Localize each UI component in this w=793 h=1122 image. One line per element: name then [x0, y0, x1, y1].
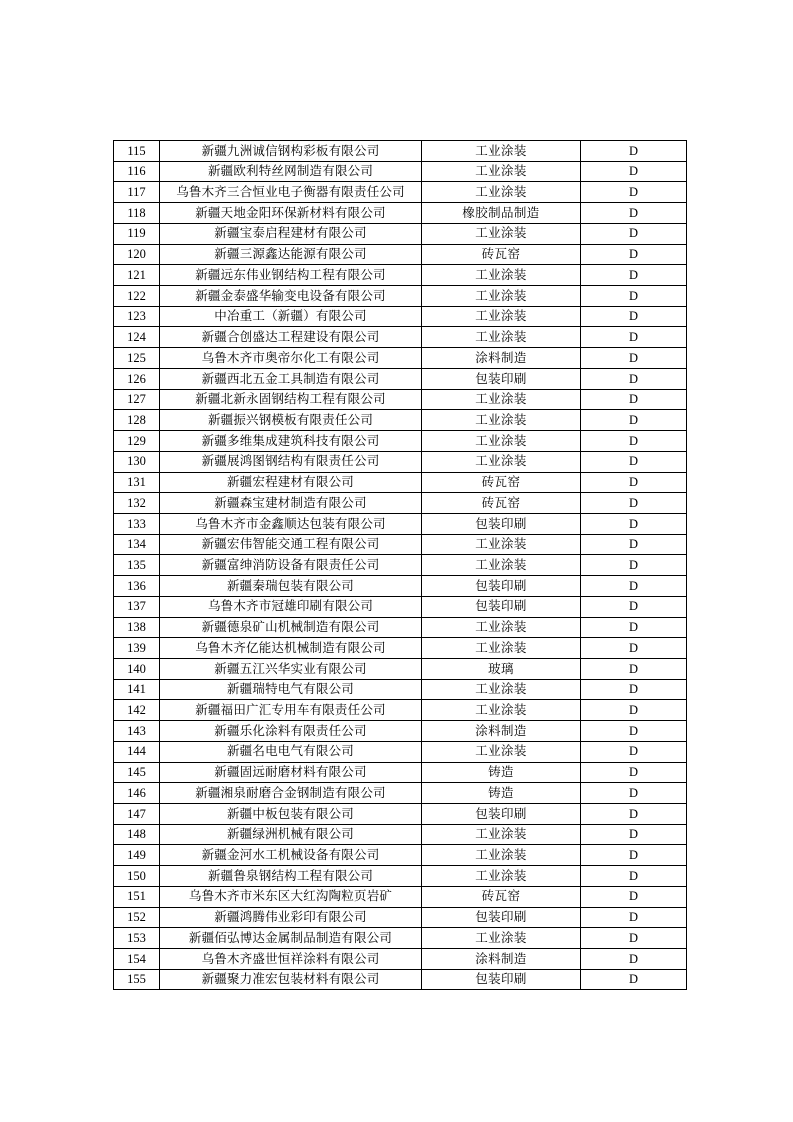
- industry-cell: 工业涂装: [422, 451, 581, 472]
- table-row: [114, 762, 687, 783]
- table-row: [114, 638, 687, 659]
- row-number-cell: 144: [114, 741, 160, 762]
- industry-cell: 工业涂装: [422, 638, 581, 659]
- table-row: [114, 969, 687, 990]
- row-number-cell: 133: [114, 513, 160, 534]
- grade-cell: D: [581, 389, 687, 410]
- row-number-cell: 120: [114, 244, 160, 265]
- grade-cell: D: [581, 203, 687, 224]
- table-row: [114, 928, 687, 949]
- company-name-cell: 新疆五江兴华实业有限公司: [160, 658, 422, 679]
- grade-cell: D: [581, 679, 687, 700]
- table-row: [114, 410, 687, 431]
- row-number-cell: 137: [114, 596, 160, 617]
- table-row: [114, 824, 687, 845]
- company-name-cell: 新疆振兴钢模板有限责任公司: [160, 410, 422, 431]
- company-name-cell: 新疆三源鑫达能源有限公司: [160, 244, 422, 265]
- table-row: [114, 368, 687, 389]
- row-number-cell: 115: [114, 141, 160, 162]
- grade-cell: D: [581, 576, 687, 597]
- grade-cell: D: [581, 368, 687, 389]
- company-name-cell: 乌鲁木齐三合恒业电子衡器有限责任公司: [160, 182, 422, 203]
- table-row: [114, 679, 687, 700]
- industry-cell: 涂料制造: [422, 721, 581, 742]
- row-number-cell: 148: [114, 824, 160, 845]
- row-number-cell: 138: [114, 617, 160, 638]
- industry-cell: 玻璃: [422, 658, 581, 679]
- row-number-cell: 121: [114, 265, 160, 286]
- industry-cell: 工业涂装: [422, 141, 581, 162]
- table-row: [114, 244, 687, 265]
- industry-cell: 包装印刷: [422, 804, 581, 825]
- row-number-cell: 155: [114, 969, 160, 990]
- row-number-cell: 145: [114, 762, 160, 783]
- grade-cell: D: [581, 886, 687, 907]
- grade-cell: D: [581, 721, 687, 742]
- industry-cell: 工业涂装: [422, 617, 581, 638]
- table-row: [114, 265, 687, 286]
- company-name-cell: 新疆金河水工机械设备有限公司: [160, 845, 422, 866]
- industry-cell: 涂料制造: [422, 949, 581, 970]
- company-name-cell: 新疆欧利特丝网制造有限公司: [160, 161, 422, 182]
- table-row: [114, 576, 687, 597]
- company-name-cell: 新疆中板包装有限公司: [160, 804, 422, 825]
- table-row: [114, 203, 687, 224]
- company-name-cell: 新疆远东伟业钢结构工程有限公司: [160, 265, 422, 286]
- row-number-cell: 132: [114, 493, 160, 514]
- table-body: [114, 141, 687, 990]
- industry-cell: 铸造: [422, 762, 581, 783]
- grade-cell: D: [581, 783, 687, 804]
- company-name-cell: 乌鲁木齐市冠雄印刷有限公司: [160, 596, 422, 617]
- table-row: [114, 472, 687, 493]
- row-number-cell: 127: [114, 389, 160, 410]
- industry-cell: 工业涂装: [422, 223, 581, 244]
- grade-cell: D: [581, 928, 687, 949]
- grade-cell: D: [581, 223, 687, 244]
- grade-cell: D: [581, 866, 687, 887]
- row-number-cell: 136: [114, 576, 160, 597]
- industry-cell: 工业涂装: [422, 431, 581, 452]
- row-number-cell: 154: [114, 949, 160, 970]
- row-number-cell: 128: [114, 410, 160, 431]
- row-number-cell: 117: [114, 182, 160, 203]
- row-number-cell: 140: [114, 658, 160, 679]
- table-row: [114, 286, 687, 307]
- row-number-cell: 116: [114, 161, 160, 182]
- row-number-cell: 131: [114, 472, 160, 493]
- table-row: [114, 451, 687, 472]
- row-number-cell: 153: [114, 928, 160, 949]
- company-name-cell: 新疆展鸿图钢结构有限责任公司: [160, 451, 422, 472]
- company-name-cell: 新疆九洲诚信钢构彩板有限公司: [160, 141, 422, 162]
- company-name-cell: 乌鲁木齐亿能达机械制造有限公司: [160, 638, 422, 659]
- grade-cell: D: [581, 949, 687, 970]
- row-number-cell: 135: [114, 555, 160, 576]
- grade-cell: D: [581, 182, 687, 203]
- grade-cell: D: [581, 762, 687, 783]
- industry-cell: 工业涂装: [422, 182, 581, 203]
- row-number-cell: 150: [114, 866, 160, 887]
- industry-cell: 工业涂装: [422, 389, 581, 410]
- row-number-cell: 139: [114, 638, 160, 659]
- company-name-cell: 新疆西北五金工具制造有限公司: [160, 368, 422, 389]
- company-name-cell: 新疆宏伟智能交通工程有限公司: [160, 534, 422, 555]
- company-grade-table: [113, 140, 687, 990]
- company-name-cell: 新疆湘泉耐磨合金钢制造有限公司: [160, 783, 422, 804]
- table-row: [114, 306, 687, 327]
- grade-cell: D: [581, 244, 687, 265]
- company-name-cell: 新疆乐化涂料有限责任公司: [160, 721, 422, 742]
- grade-cell: D: [581, 410, 687, 431]
- industry-cell: 包装印刷: [422, 596, 581, 617]
- industry-cell: 工业涂装: [422, 845, 581, 866]
- company-name-cell: 乌鲁木齐市金鑫顺达包装有限公司: [160, 513, 422, 534]
- industry-cell: 工业涂装: [422, 265, 581, 286]
- company-name-cell: 新疆合创盛达工程建设有限公司: [160, 327, 422, 348]
- industry-cell: 包装印刷: [422, 513, 581, 534]
- company-name-cell: 新疆森宝建材制造有限公司: [160, 493, 422, 514]
- grade-cell: D: [581, 804, 687, 825]
- row-number-cell: 118: [114, 203, 160, 224]
- industry-cell: 涂料制造: [422, 348, 581, 369]
- company-name-cell: 新疆金泰盛华输变电设备有限公司: [160, 286, 422, 307]
- industry-cell: 工业涂装: [422, 161, 581, 182]
- row-number-cell: 149: [114, 845, 160, 866]
- table-row: [114, 223, 687, 244]
- industry-cell: 工业涂装: [422, 928, 581, 949]
- company-name-cell: 新疆德泉矿山机械制造有限公司: [160, 617, 422, 638]
- table-row: [114, 845, 687, 866]
- company-name-cell: 新疆固远耐磨材料有限公司: [160, 762, 422, 783]
- grade-cell: D: [581, 141, 687, 162]
- table-row: [114, 804, 687, 825]
- row-number-cell: 141: [114, 679, 160, 700]
- company-name-cell: 乌鲁木齐市米东区大红沟陶粒页岩矿: [160, 886, 422, 907]
- grade-cell: D: [581, 513, 687, 534]
- company-name-cell: 新疆天地金阳环保新材料有限公司: [160, 203, 422, 224]
- industry-cell: 砖瓦窑: [422, 472, 581, 493]
- company-name-cell: 乌鲁木齐盛世恒祥涂料有限公司: [160, 949, 422, 970]
- company-name-cell: 乌鲁木齐市奥帝尔化工有限公司: [160, 348, 422, 369]
- company-name-cell: 新疆多维集成建筑科技有限公司: [160, 431, 422, 452]
- industry-cell: 工业涂装: [422, 679, 581, 700]
- grade-cell: D: [581, 824, 687, 845]
- industry-cell: 工业涂装: [422, 327, 581, 348]
- table-row: [114, 431, 687, 452]
- row-number-cell: 146: [114, 783, 160, 804]
- table-row: [114, 907, 687, 928]
- table-row: [114, 886, 687, 907]
- grade-cell: D: [581, 845, 687, 866]
- industry-cell: 工业涂装: [422, 866, 581, 887]
- company-name-cell: 新疆聚力准宏包装材料有限公司: [160, 969, 422, 990]
- company-name-cell: 新疆秦瑞包装有限公司: [160, 576, 422, 597]
- grade-cell: D: [581, 431, 687, 452]
- row-number-cell: 147: [114, 804, 160, 825]
- row-number-cell: 126: [114, 368, 160, 389]
- company-name-cell: 新疆名电电气有限公司: [160, 741, 422, 762]
- industry-cell: 工业涂装: [422, 306, 581, 327]
- company-name-cell: 新疆北新永固钢结构工程有限公司: [160, 389, 422, 410]
- grade-cell: D: [581, 493, 687, 514]
- industry-cell: 工业涂装: [422, 741, 581, 762]
- table-row: [114, 866, 687, 887]
- company-name-cell: 新疆鲁泉钢结构工程有限公司: [160, 866, 422, 887]
- industry-cell: 工业涂装: [422, 824, 581, 845]
- company-name-cell: 新疆富绅消防设备有限责任公司: [160, 555, 422, 576]
- company-name-cell: 新疆绿洲机械有限公司: [160, 824, 422, 845]
- company-name-cell: 新疆佰弘博达金属制品制造有限公司: [160, 928, 422, 949]
- grade-cell: D: [581, 907, 687, 928]
- row-number-cell: 123: [114, 306, 160, 327]
- industry-cell: 包装印刷: [422, 907, 581, 928]
- grade-cell: D: [581, 741, 687, 762]
- grade-cell: D: [581, 327, 687, 348]
- industry-cell: 包装印刷: [422, 368, 581, 389]
- industry-cell: 包装印刷: [422, 576, 581, 597]
- table-row: [114, 141, 687, 162]
- row-number-cell: 134: [114, 534, 160, 555]
- row-number-cell: 143: [114, 721, 160, 742]
- table-row: [114, 493, 687, 514]
- industry-cell: 工业涂装: [422, 410, 581, 431]
- industry-cell: 橡胶制品制造: [422, 203, 581, 224]
- row-number-cell: 124: [114, 327, 160, 348]
- row-number-cell: 142: [114, 700, 160, 721]
- company-name-cell: 新疆宝泰启程建材有限公司: [160, 223, 422, 244]
- row-number-cell: 119: [114, 223, 160, 244]
- table-row: [114, 700, 687, 721]
- table-row: [114, 555, 687, 576]
- grade-cell: D: [581, 451, 687, 472]
- industry-cell: 砖瓦窑: [422, 493, 581, 514]
- industry-cell: 包装印刷: [422, 969, 581, 990]
- company-name-cell: 新疆鸿腾伟业彩印有限公司: [160, 907, 422, 928]
- grade-cell: D: [581, 306, 687, 327]
- company-name-cell: 中冶重工（新疆）有限公司: [160, 306, 422, 327]
- grade-cell: D: [581, 700, 687, 721]
- grade-cell: D: [581, 596, 687, 617]
- row-number-cell: 130: [114, 451, 160, 472]
- grade-cell: D: [581, 555, 687, 576]
- table-row: [114, 182, 687, 203]
- grade-cell: D: [581, 472, 687, 493]
- company-name-cell: 新疆宏程建材有限公司: [160, 472, 422, 493]
- table-row: [114, 327, 687, 348]
- row-number-cell: 151: [114, 886, 160, 907]
- table-row: [114, 596, 687, 617]
- table-row: [114, 348, 687, 369]
- table-row: [114, 658, 687, 679]
- grade-cell: D: [581, 265, 687, 286]
- industry-cell: 工业涂装: [422, 555, 581, 576]
- table-row: [114, 161, 687, 182]
- industry-cell: 砖瓦窑: [422, 244, 581, 265]
- industry-cell: 工业涂装: [422, 700, 581, 721]
- row-number-cell: 122: [114, 286, 160, 307]
- grade-cell: D: [581, 348, 687, 369]
- table-row: [114, 721, 687, 742]
- industry-cell: 砖瓦窑: [422, 886, 581, 907]
- grade-cell: D: [581, 617, 687, 638]
- grade-cell: D: [581, 161, 687, 182]
- grade-cell: D: [581, 286, 687, 307]
- company-name-cell: 新疆福田广汇专用车有限责任公司: [160, 700, 422, 721]
- table-row: [114, 389, 687, 410]
- table-row: [114, 534, 687, 555]
- grade-cell: D: [581, 638, 687, 659]
- table-row: [114, 949, 687, 970]
- grade-cell: D: [581, 658, 687, 679]
- row-number-cell: 129: [114, 431, 160, 452]
- table-row: [114, 513, 687, 534]
- table-row: [114, 783, 687, 804]
- row-number-cell: 152: [114, 907, 160, 928]
- industry-cell: 铸造: [422, 783, 581, 804]
- grade-cell: D: [581, 969, 687, 990]
- industry-cell: 工业涂装: [422, 286, 581, 307]
- row-number-cell: 125: [114, 348, 160, 369]
- grade-cell: D: [581, 534, 687, 555]
- table-row: [114, 741, 687, 762]
- company-name-cell: 新疆瑞特电气有限公司: [160, 679, 422, 700]
- table-row: [114, 617, 687, 638]
- industry-cell: 工业涂装: [422, 534, 581, 555]
